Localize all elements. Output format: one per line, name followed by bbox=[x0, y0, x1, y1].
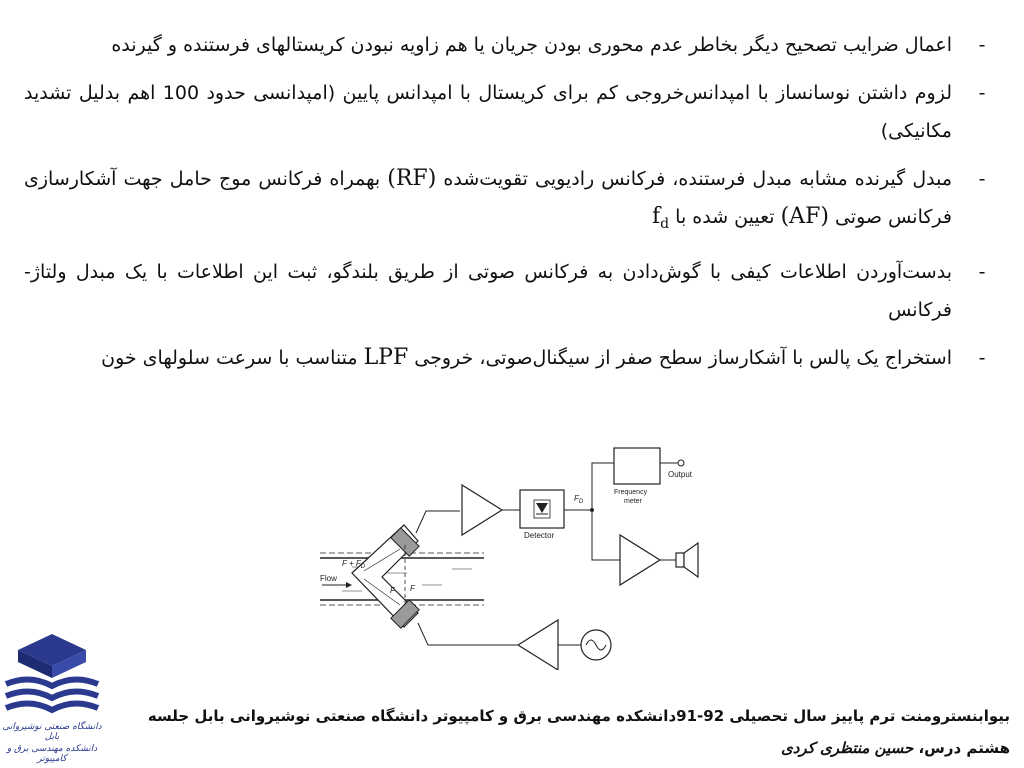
flow-arrow bbox=[320, 574, 352, 588]
bullet-item-1 bbox=[24, 26, 992, 64]
bullet-item-4 bbox=[24, 253, 992, 329]
bullet-text: بدست‌آوردن اطلاعات کیفی با گوش‌دادن به فرکانس صوتی از طریق بلندگو، ثبت این اطلاعات با یک مبدل ولتاژ-فرکانس bbox=[24, 261, 952, 321]
speaker-icon bbox=[676, 543, 698, 577]
logo-caption-university: دانشگاه صنعتی نوشیروانی بابل bbox=[2, 722, 102, 742]
output-label: Output bbox=[668, 470, 693, 479]
f-label-left: F bbox=[390, 586, 395, 595]
bullet-text: اعمال ضرایب تصحیح دیگر بخاطر عدم محوری بودن جریان یا هم زاویه نبودن کریستالهای فرستنده و گیرنده bbox=[111, 34, 952, 56]
oscillator bbox=[581, 630, 611, 660]
fd-subscript: d bbox=[660, 216, 670, 232]
tx-amplifier bbox=[518, 620, 558, 670]
footer bbox=[112, 700, 1010, 764]
probe-head bbox=[352, 525, 419, 628]
bullet-item-5 bbox=[24, 339, 992, 377]
bullet-text-part1: استخراج یک پالس با آشکارساز سطح صفر از سیگنال‌صوتی، خروجی bbox=[414, 347, 952, 369]
fd-output-label: $F_D$ bbox=[574, 494, 584, 505]
bullet-text: لزوم داشتن نوسانساز با امپدانس‌خروجی کم برای کریستال با امپدانس پایین (امپدانسی حدود 100 اهم بدلیل تشدید مکانیکی) bbox=[24, 82, 952, 142]
bullet-marker: - bbox=[978, 261, 986, 283]
wire-amp-probe bbox=[418, 623, 518, 645]
f-label-right: F bbox=[410, 584, 415, 593]
footer-session: هشتم درس، bbox=[918, 739, 1010, 757]
frequency-meter bbox=[592, 448, 693, 510]
bullet-marker: - bbox=[978, 168, 986, 190]
bullet-item-2 bbox=[24, 74, 992, 150]
detector-block bbox=[520, 490, 564, 540]
doppler-flowmeter-diagram bbox=[312, 445, 722, 670]
audio-amplifier bbox=[592, 510, 676, 585]
rf-term: (RF) bbox=[387, 166, 437, 191]
lpf-term: LPF bbox=[363, 345, 409, 370]
footer-line-1: بیوابنسترومنت ترم پاییز سال تحصیلی 92-91دانشکده مهندسی برق و کامپیوتر دانشگاه صنعتی نوشیروانی بابل جلسه bbox=[147, 707, 1010, 725]
bullet-marker: - bbox=[978, 82, 986, 104]
detector-label: Detector bbox=[524, 531, 555, 540]
logo-caption-faculty: دانشکده مهندسی برق و کامپیوتر bbox=[6, 744, 98, 764]
footer-author: حسین منتظری کردی bbox=[780, 739, 914, 757]
bullet-marker: - bbox=[978, 347, 986, 369]
fd-term bbox=[651, 204, 670, 232]
fd-base: f bbox=[651, 204, 661, 229]
bullet-text-part2: بهمراه فرکانس موج حامل جهت آشکارسازی فرکانس صوتی bbox=[24, 168, 952, 228]
flow-label: Flow bbox=[320, 574, 337, 583]
frequency-meter-label-2: meter bbox=[624, 498, 642, 505]
bullet-text-part3: تعیین شده با bbox=[675, 206, 775, 228]
f-plus-fd-label: $F + F_D$ bbox=[342, 559, 366, 570]
af-term: (AF) bbox=[780, 204, 829, 229]
bullet-marker: - bbox=[978, 34, 986, 56]
bullet-text-part2: متناسب با سرعت سلولهای خون bbox=[101, 347, 358, 369]
bullet-item-3 bbox=[24, 160, 992, 243]
footer-line-2 bbox=[112, 732, 1010, 764]
frequency-meter-label-1: Frequency bbox=[614, 489, 648, 496]
bullet-text-part1: مبدل گیرنده مشابه مبدل فرستنده، فرکانس رادیویی تقویت‌شده bbox=[443, 168, 953, 190]
bullet-list bbox=[24, 26, 992, 387]
receive-wiring bbox=[416, 511, 460, 533]
rf-amplifier bbox=[462, 485, 502, 535]
